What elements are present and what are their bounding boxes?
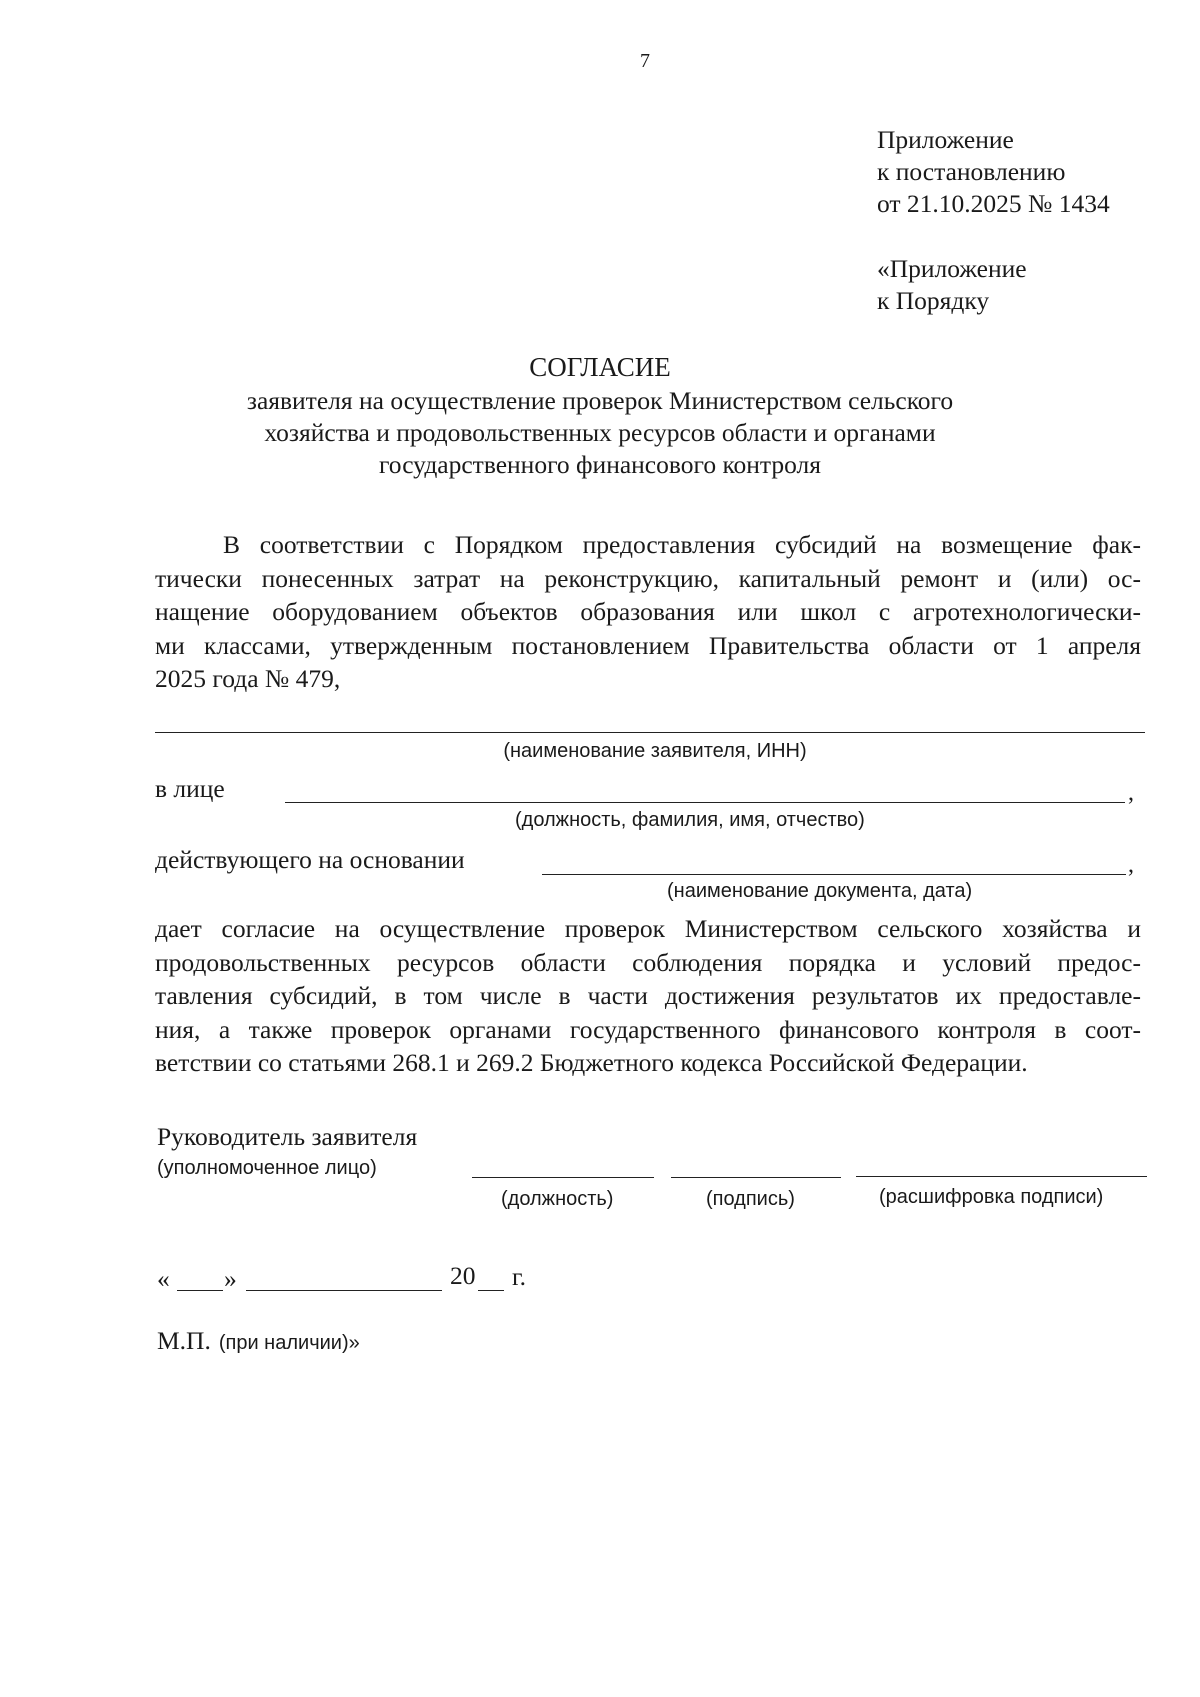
date-year-prefix: 20 <box>450 1261 476 1290</box>
document-subtitle <box>0 385 1200 481</box>
basis-label: действующего на основании <box>155 845 465 874</box>
basis-comma: , <box>1128 852 1134 878</box>
date-year-line[interactable] <box>478 1290 504 1291</box>
appendix-sub-header <box>877 253 1027 317</box>
paragraph-line: тически понесенных затрат на реконструкцию, капитальный ремонт и (или) ос- <box>155 563 1141 593</box>
paragraph-line: ми классами, утвержденным постановлением Правительства области от 1 апреля <box>155 630 1141 660</box>
subtitle-line: государственного финансового контроля <box>378 450 822 479</box>
page-number: 7 <box>640 50 650 72</box>
appendix-header <box>877 124 1110 220</box>
basis-caption: (наименование документа, дата) <box>667 880 973 902</box>
in-person-comma: , <box>1128 780 1134 806</box>
paragraph-line: нащение оборудованием объектов образования или школ с агротехнологически- <box>155 597 1141 626</box>
head-label: Руководитель заявителя <box>157 1122 418 1151</box>
paragraph-line: тавления субсидий, в том числе в части достижения результатов их предоставле- <box>155 981 1141 1010</box>
subtitle-line: заявителя на осуществление проверок Министерством сельского <box>246 386 954 415</box>
date-year-suffix: г. <box>512 1262 526 1291</box>
appendix-header-line: Приложение <box>877 125 1014 154</box>
applicant-name-line[interactable] <box>155 732 1145 733</box>
seal-note: (при наличии)» <box>218 1332 360 1354</box>
decoding-line[interactable] <box>856 1176 1147 1177</box>
in-person-label: в лице <box>155 774 225 803</box>
paragraph-line: ветствии со статьями 268.1 и 269.2 Бюджетного кодекса Российской Федерации. <box>155 1048 1028 1077</box>
signature-caption: (подпись) <box>706 1188 795 1210</box>
position-line[interactable] <box>472 1177 654 1178</box>
seal-label: М.П. <box>157 1326 211 1355</box>
appendix-header-line: от 21.10.2025 № 1434 <box>877 189 1110 218</box>
date-open-quote: « <box>157 1264 170 1293</box>
consent-paragraph <box>155 912 1141 1080</box>
in-person-caption: (должность, фамилия, имя, отчество) <box>515 809 865 831</box>
paragraph-line: продовольственных ресурсов области соблюдения порядка и условий предос- <box>155 947 1141 977</box>
paragraph-line: 2025 года № 479, <box>155 664 341 693</box>
date-close-quote: » <box>224 1264 237 1293</box>
basis-line[interactable] <box>542 874 1126 875</box>
document-title: СОГЛАСИЕ <box>529 352 671 382</box>
date-day-line[interactable] <box>177 1290 223 1291</box>
intro-paragraph <box>155 528 1141 696</box>
applicant-caption: (наименование заявителя, ИНН) <box>503 740 807 762</box>
subtitle-line: хозяйства и продовольственных ресурсов области и органами <box>264 418 936 447</box>
position-caption: (должность) <box>501 1188 614 1210</box>
authorized-label: (уполномоченное лицо) <box>157 1157 377 1179</box>
date-month-line[interactable] <box>246 1290 442 1291</box>
decoding-caption: (расшифровка подписи) <box>879 1186 1104 1208</box>
signature-line[interactable] <box>671 1177 841 1178</box>
paragraph-line: В соответствии с Порядком предоставления субсидий на возмещение фак- <box>223 530 1141 559</box>
appendix-sub-line: «Приложение <box>877 254 1027 283</box>
paragraph-line: дает согласие на осуществление проверок Министерством сельского хозяйства и <box>155 914 1141 943</box>
seal-line <box>157 1326 360 1356</box>
paragraph-line: ния, а также проверок органами государственного финансового контроля в соот- <box>155 1014 1141 1044</box>
appendix-header-line: к постановлению <box>877 157 1066 186</box>
appendix-sub-line: к Порядку <box>877 286 990 315</box>
in-person-line[interactable] <box>285 802 1125 803</box>
